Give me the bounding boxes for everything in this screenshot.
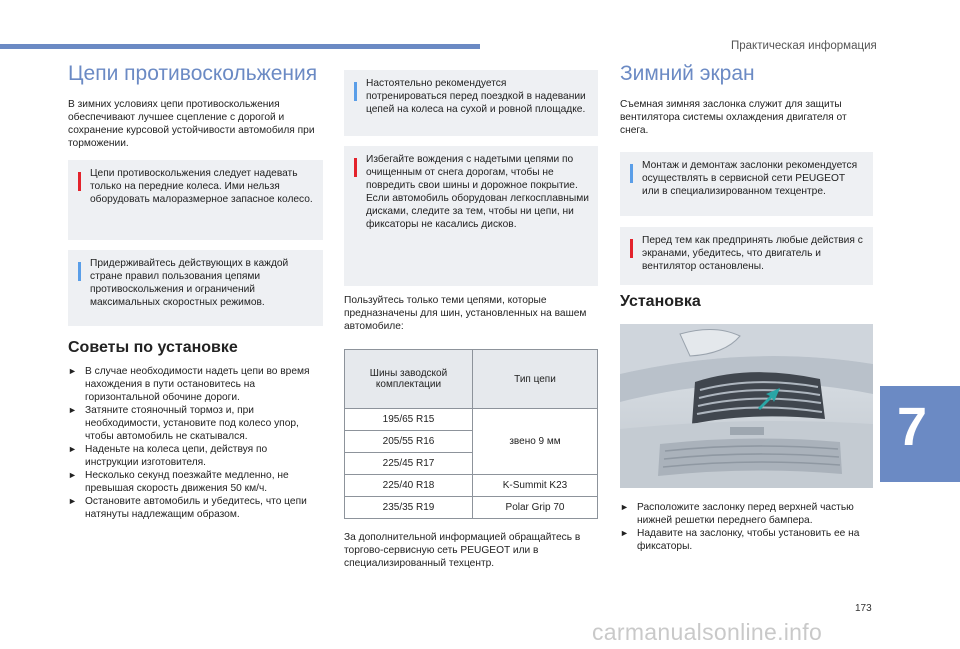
install-title: Установка bbox=[620, 293, 701, 310]
table-row: 225/45 R17 bbox=[345, 453, 598, 475]
table-row: 225/40 R18 K-Summit K23 bbox=[345, 475, 598, 497]
triangle-right-icon: ► bbox=[68, 470, 77, 480]
top-accent-bar bbox=[0, 44, 480, 49]
warning-box-driving bbox=[344, 146, 598, 286]
list-item: ► Несколько секунд поезжайте медленно, не превышая скорость движения 50 км/ч. bbox=[68, 470, 289, 494]
table-row: 205/55 R16 bbox=[345, 431, 598, 453]
more-info-text: За дополнительной информацией обращайтесь в торгово-сервисную сеть PEUGEOT или в специализированный техцентр. bbox=[344, 532, 581, 569]
warning-icon bbox=[354, 158, 357, 177]
tips-section bbox=[68, 337, 323, 521]
tips-title: Советы по установке bbox=[68, 339, 238, 356]
snow-chains-intro: В зимних условиях цепи противоскольжения обеспечивают лучшее сцепление с дорогой и сохранение курсовой устойчивости автомобиля при торможении. bbox=[68, 99, 315, 149]
chain-group-cell: звено 9 мм bbox=[473, 409, 598, 475]
watermark: carmanualsonline.info bbox=[592, 619, 823, 645]
right-column bbox=[620, 60, 873, 137]
info-icon bbox=[354, 82, 357, 101]
winter-screen-title: Зимний экран bbox=[620, 62, 755, 85]
info-text: Настоятельно рекомендуется потренироваться перед поездкой в надевании цепей на колеса на сухой и ровной площадке. bbox=[366, 78, 586, 115]
warning-icon bbox=[78, 172, 81, 191]
list-item: ► Расположите заслонку перед верхней частью нижней решетки переднего бампера. bbox=[620, 502, 854, 526]
info-icon bbox=[78, 262, 81, 281]
info-text: Придерживайтесь действующих в каждой стране правил пользования цепями противоскольжения и ограничений максимальных скоростных режимов. bbox=[90, 258, 289, 308]
car-front-illustration bbox=[620, 324, 873, 488]
section-title: Практическая информация bbox=[731, 40, 877, 52]
triangle-right-icon: ► bbox=[620, 502, 629, 512]
info-box-regulations bbox=[68, 250, 323, 326]
use-only-text: Пользуйтесь только теми цепями, которые предназначены для шин, установленных на вашем автомобиле: bbox=[344, 295, 587, 332]
page-number: 173 bbox=[855, 603, 872, 614]
tips-list bbox=[68, 365, 323, 521]
table-header-row bbox=[345, 350, 598, 409]
info-box-practice bbox=[344, 70, 598, 136]
warning-icon bbox=[630, 239, 633, 258]
triangle-right-icon: ► bbox=[68, 405, 77, 415]
table-row: 235/35 R19 Polar Grip 70 bbox=[345, 497, 598, 519]
info-icon bbox=[630, 164, 633, 183]
triangle-right-icon: ► bbox=[68, 366, 77, 376]
triangle-right-icon: ► bbox=[68, 496, 77, 506]
info-text: Монтаж и демонтаж заслонки рекомендуется осуществлять в сервисной сети PEUGEOT или в специализированном техцентре. bbox=[642, 160, 858, 197]
list-item: ► Надавите на заслонку, чтобы установить ее на фиксаторы. bbox=[620, 528, 860, 552]
list-item: ► Остановите автомобиль и убедитесь, что цепи натянуты надлежащим образом. bbox=[68, 496, 307, 520]
list-item: ► Наденьте на колеса цепи, действуя по инструкции изготовителя. bbox=[68, 444, 268, 468]
col-header-tyres: Шины заводской комплектации bbox=[345, 350, 473, 409]
warning-text: Цепи противоскольжения следует надевать только на передние колеса. Ими нельзя оборудовать малоразмерное запасное колесо. bbox=[90, 168, 313, 205]
warning-box-front-wheels bbox=[68, 160, 323, 240]
snow-chains-title: Цепи противоскольжения bbox=[68, 62, 318, 85]
chapter-number: 7 bbox=[897, 397, 928, 457]
install-steps-list bbox=[620, 501, 873, 553]
winter-screen-intro: Съемная зимняя заслонка служит для защиты вентилятора системы охлаждения двигателя от снега. bbox=[620, 99, 847, 136]
list-item: ► В случае необходимости надеть цепи во время нахождения в пути остановитесь на горизонтальной обочине дороги. bbox=[68, 366, 310, 403]
warning-box-engine-off bbox=[620, 227, 873, 285]
table-row: 195/65 R15 звено 9 мм bbox=[345, 409, 598, 431]
info-box-service bbox=[620, 152, 873, 216]
left-column bbox=[68, 60, 323, 150]
tyre-chain-table bbox=[344, 349, 598, 519]
warning-text: Избегайте вождения с надетыми цепями по очищенным от снега дорогам, чтобы не повредить свои шины и дорожное покрытие. Если автомобиль оборудован легкосплавными дисками, следите за тем, чтобы ни цепи, ни фиксаторы не касались дисков. bbox=[366, 154, 589, 230]
list-item: ► Затяните стояночный тормоз и, при необходимости, установите под колесо упор, чтобы автомобиль не скатывался. bbox=[68, 405, 299, 442]
col-header-chain: Тип цепи bbox=[473, 350, 598, 409]
warning-text: Перед тем как предпринять любые действия с экранами, убедитесь, что двигатель и вентилятор остановлены. bbox=[642, 235, 863, 272]
triangle-right-icon: ► bbox=[68, 444, 77, 454]
car-front-photo bbox=[620, 324, 873, 488]
triangle-right-icon: ► bbox=[620, 528, 629, 538]
